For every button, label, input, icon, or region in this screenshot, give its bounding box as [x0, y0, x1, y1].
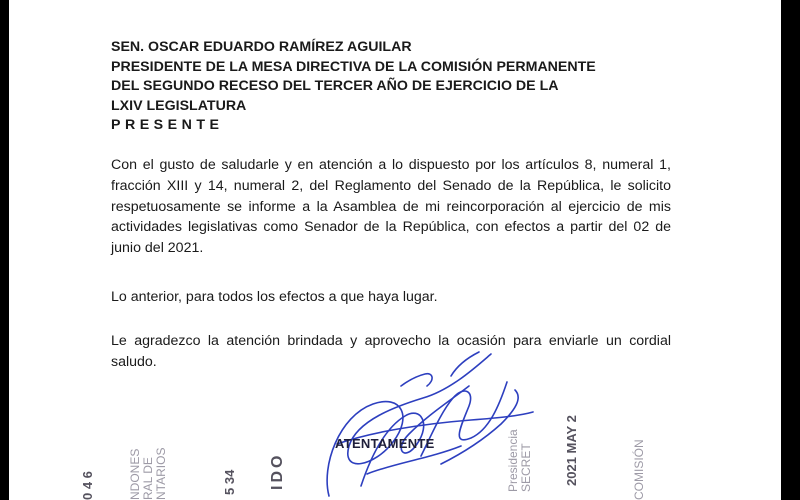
- stamp-folio: 0 4 6: [80, 471, 95, 500]
- addressee-title-cont: DEL SEGUNDO RECESO DEL TERCER AÑO DE EJERCICIO DE LA: [111, 78, 559, 94]
- addressee-name: SEN. OSCAR EDUARDO RAMÍREZ AGUILAR: [111, 39, 412, 55]
- signoff-atentamente: ATENTAMENTE: [335, 436, 435, 451]
- body-paragraph-effects: Lo anterior, para todos los efectos a que haya lugar.: [111, 289, 438, 305]
- stamp-time: 5 34: [222, 469, 237, 495]
- stamp-text: SECRET: [519, 443, 533, 492]
- addressee-title: PRESIDENTE DE LA MESA DIRECTIVA DE LA COMISIÓN PERMANENTE: [111, 58, 596, 75]
- signature-drawing: [301, 346, 541, 500]
- stamp-date: 2021 MAY 2: [564, 415, 579, 486]
- stamp-text: COMISIÓN: [632, 439, 646, 500]
- addressee-legislature: LXIV LEGISLATURA: [111, 97, 247, 114]
- stamp-text: Presidencia: [506, 429, 520, 492]
- body-paragraph-closing: Le agradezco la atención brindada y aprovecho la ocasión para enviarle un cordial saludo.: [111, 333, 671, 370]
- stamp-received: IDO: [269, 452, 286, 490]
- viewer-edge: [781, 0, 800, 500]
- stamp-text: NDONES: [128, 448, 142, 500]
- addressee-presente: PRESENTE: [111, 117, 224, 133]
- document-page: [9, 0, 781, 500]
- addressee-block: [111, 38, 671, 136]
- stamp-text: RAL DE: [141, 457, 155, 500]
- body-paragraph-request: Con el gusto de saludarle y en atención a lo dispuesto por los artículos 8, numeral 1, fracción XIII y 14, numeral 2, del Reglamento del Senado de la República, le solicito respetuosamente se informe a la Asamblea de mi reincorporación al ejercicio de mis actividades legislativas como Senador de la República, con efectos a partir del 02 de junio del 2021.: [111, 157, 671, 257]
- stamp-text: NTARIOS: [154, 447, 168, 500]
